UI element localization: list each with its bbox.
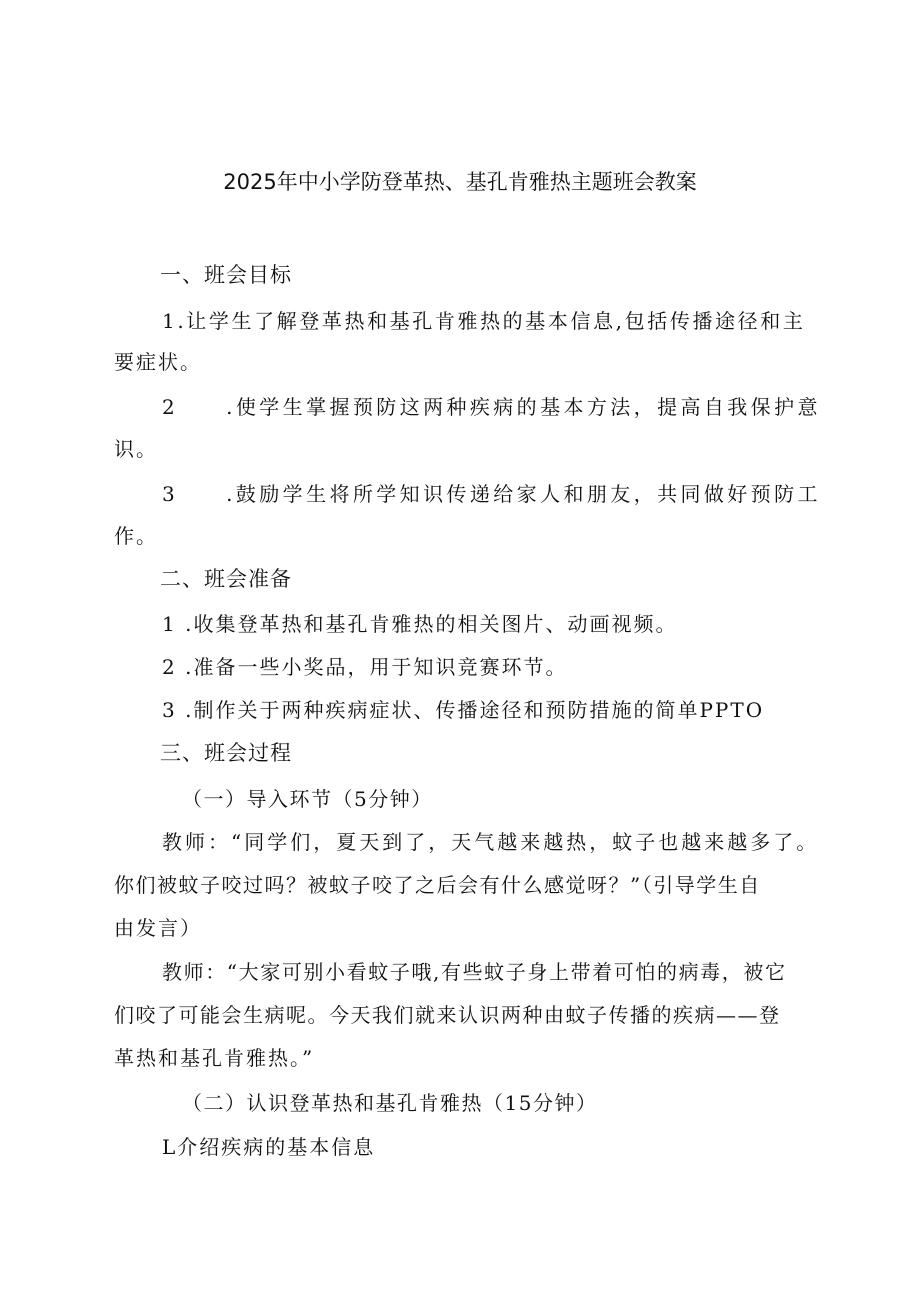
goal-item-1-line-2: 要症状。 [114,350,202,374]
prep-item-2: 2 .准备一些小奖品，用于知识竞赛环节。 [162,655,568,679]
goal-item-3-line-2: 作。 [114,524,158,548]
section-heading-preparation: 二、班会准备 [160,567,292,591]
intro-para-1-line-3: 由发言） [114,916,202,940]
goal-item-2-line-2: 识。 [114,437,158,461]
intro-para-1-line-1: 教师：“同学们，夏天到了，天气越来越热，蚊子也越来越多了。 [162,830,820,854]
goal-item-3-text: .鼓励学生将所学知识传递给家人和朋友，共同做好预防工 [226,482,821,506]
part-2-item-1: L介绍疾病的基本信息 [162,1135,376,1159]
goal-item-2-line-1 [162,397,821,417]
goal-item-3-number: 3 [162,482,179,506]
goal-item-1-text: .让学生了解登革热和基孔肯雅热的基本信息,包括传播途径和主 [177,309,806,333]
section-heading-goals: 一、班会目标 [160,263,292,287]
prep-item-1: 1 .收集登革热和基孔肯雅热的相关图片、动画视频。 [162,612,678,636]
intro-para-2-line-2: 们咬了可能会生病呢。今天我们就来认识两种由蚊子传播的疾病——登 [114,1003,781,1027]
part-1-heading: （一）导入环节（5分钟） [182,787,433,811]
goal-item-1-number: 1 [162,309,178,333]
intro-para-1-line-2: 你们被蚊子咬过吗？被蚊子咬了之后会有什么感觉呀？”（引导学生自 [114,873,761,897]
section-heading-process: 三、班会过程 [160,741,292,765]
goal-item-3-line-1 [162,484,821,504]
goal-item-1-line-1 [162,311,805,331]
goal-item-2-text: .使学生掌握预防这两种疾病的基本方法，提高自我保护意 [226,395,821,419]
goal-item-2-number: 2 [162,395,179,419]
page-title: 2025年中小学防登革热、基孔肯雅热主题班会教案 [223,170,697,194]
prep-item-3: 3 .制作关于两种疾病症状、传播途径和预防措施的简单PPTO [162,698,765,722]
intro-para-2-line-3: 革热和基孔肯雅热。” [114,1046,315,1070]
intro-para-2-line-1: 教师：“大家可别小看蚊子哦,有些蚊子身上带着可怕的病毒，被它 [162,960,787,984]
part-2-heading: （二）认识登革热和基孔肯雅热（15分钟） [182,1091,598,1115]
